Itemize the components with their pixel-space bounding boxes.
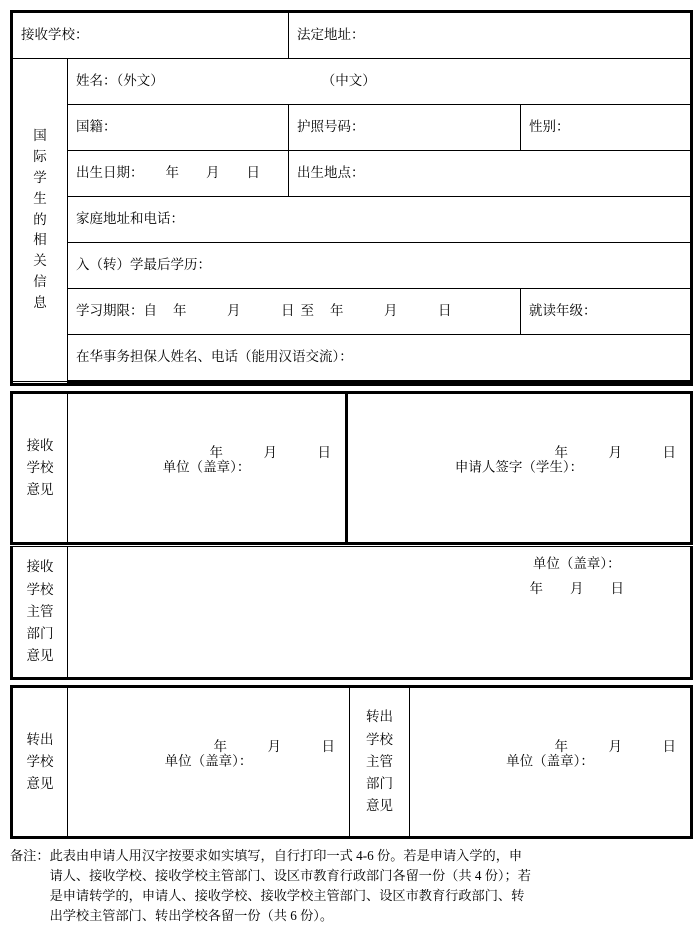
vlabel-char: 息 bbox=[33, 295, 47, 311]
study-period-ymd-from: 年 月 日 bbox=[173, 303, 295, 319]
opinion-label-line: 部门 bbox=[366, 776, 393, 792]
transfer-out-opinion-table bbox=[10, 685, 693, 839]
study-period-cell[interactable] bbox=[68, 289, 521, 335]
nationality-row bbox=[12, 105, 692, 151]
birthplace-label: 出生地点： bbox=[297, 165, 365, 181]
vlabel-char: 的 bbox=[33, 211, 47, 227]
guarantor-cell[interactable] bbox=[68, 335, 692, 382]
vlabel-char: 学 bbox=[33, 169, 47, 185]
transfer-out-authority-seal-date: 年 月 日 bbox=[554, 739, 676, 755]
transfer-out-school-seal-label: 单位（盖章）： bbox=[164, 753, 253, 769]
passport-label: 护照号码： bbox=[297, 119, 365, 135]
guarantor-label: 在华事务担保人姓名、电话（能用汉语交流）： bbox=[76, 349, 353, 365]
receiving-school-seal-date: 年 月 日 bbox=[209, 445, 331, 461]
home-address-label: 家庭地址和电话： bbox=[76, 211, 184, 227]
study-period-label: 学习期限：自 bbox=[76, 303, 157, 319]
receiving-school-seal-cell[interactable] bbox=[68, 393, 347, 544]
opinion-label-line: 部门 bbox=[26, 626, 54, 642]
note-label: 备注： bbox=[10, 848, 50, 863]
opinion-label-line: 学校 bbox=[366, 731, 393, 747]
birthplace-cell[interactable] bbox=[289, 151, 692, 197]
opinion-label-line: 学校 bbox=[26, 581, 54, 597]
note-body bbox=[50, 846, 690, 926]
receiving-school-label: 接收学校： bbox=[21, 27, 89, 43]
student-section-vertical-label bbox=[12, 59, 68, 382]
name-label: 姓名：（外文） bbox=[76, 73, 164, 89]
opinion-label-line: 接收 bbox=[26, 437, 54, 453]
vlabel-char: 信 bbox=[33, 274, 47, 290]
note-line: 是申请转学的，申请人、接收学校、接收学校主管部门、设区市教育行政部门、转 bbox=[49, 888, 525, 904]
nationality-label: 国籍： bbox=[76, 119, 117, 135]
opinion-label-line: 转出 bbox=[26, 731, 54, 747]
applicant-signature-cell[interactable] bbox=[347, 393, 692, 544]
applicant-signature-label: 申请人签字（学生）： bbox=[454, 459, 584, 475]
birthdate-ymd: 年 月 日 bbox=[165, 165, 260, 181]
guarantor-row bbox=[12, 335, 692, 382]
legal-address-cell[interactable] bbox=[289, 12, 692, 59]
opinion-label-line: 学校 bbox=[26, 459, 54, 475]
transfer-out-school-seal-cell[interactable] bbox=[68, 687, 350, 838]
grade-cell[interactable] bbox=[521, 289, 692, 335]
transfer-out-opinion-row bbox=[12, 687, 692, 838]
transfer-out-school-opinion-label bbox=[12, 687, 68, 838]
name-cell[interactable] bbox=[68, 59, 692, 105]
opinion-label-line: 意见 bbox=[26, 648, 54, 664]
receiving-authority-seal-date: 年 月 日 bbox=[529, 581, 624, 597]
note-line: 出学校主管部门、转出学校各留一份（共 6 份）。 bbox=[49, 908, 334, 924]
last-education-label: 入（转）学最后学历： bbox=[76, 257, 211, 273]
opinion-label-line: 学校 bbox=[26, 753, 54, 769]
note-line: 请人、接收学校、接收学校主管部门、设区市教育行政部门各留一份（共 4 份）；若 bbox=[49, 868, 531, 884]
opinion-label-line: 转出 bbox=[366, 709, 393, 725]
birth-row bbox=[12, 151, 692, 197]
transfer-out-authority-seal-label: 单位（盖章）： bbox=[506, 753, 594, 769]
receiving-authority-seal-cell[interactable] bbox=[68, 547, 692, 679]
opinion-label-line: 意见 bbox=[366, 798, 393, 814]
birthdate-label: 出生日期： bbox=[76, 165, 144, 181]
transfer-out-school-seal-date: 年 月 日 bbox=[213, 739, 335, 755]
grade-label: 就读年级： bbox=[529, 303, 597, 319]
receiving-school-cell[interactable] bbox=[12, 12, 289, 59]
vlabel-char: 国 bbox=[33, 127, 47, 143]
vlabel-char: 生 bbox=[33, 190, 47, 206]
last-education-row bbox=[12, 243, 692, 289]
passport-cell[interactable] bbox=[289, 105, 521, 151]
study-period-row bbox=[12, 289, 692, 335]
vlabel-char: 相 bbox=[33, 232, 47, 248]
receiving-authority-opinion-table bbox=[10, 546, 693, 680]
home-address-row bbox=[12, 197, 692, 243]
transfer-out-authority-opinion-label bbox=[350, 687, 410, 838]
opinion-label-line: 接收 bbox=[26, 559, 54, 575]
opinion-label-line: 意见 bbox=[26, 776, 54, 792]
birthdate-cell[interactable] bbox=[68, 151, 289, 197]
study-period-ymd-to: 年 月 日 bbox=[330, 303, 452, 319]
transfer-out-authority-seal-cell[interactable] bbox=[410, 687, 692, 838]
receiving-school-opinion-row bbox=[12, 393, 692, 544]
opinion-label-line: 主管 bbox=[26, 603, 54, 619]
opinion-label-line: 主管 bbox=[366, 753, 393, 769]
vlabel-char: 际 bbox=[33, 148, 47, 164]
name-chinese-label: （中文） bbox=[321, 73, 376, 89]
gender-cell[interactable] bbox=[521, 105, 692, 151]
receiving-school-opinion-table bbox=[10, 391, 693, 545]
home-address-cell[interactable] bbox=[68, 197, 692, 243]
name-row bbox=[12, 59, 692, 105]
nationality-cell[interactable] bbox=[68, 105, 289, 151]
note-block bbox=[10, 846, 690, 926]
student-section-bottom-spacer bbox=[12, 382, 692, 385]
receiving-authority-seal-label: 单位（盖章）： bbox=[532, 555, 621, 571]
header-row bbox=[12, 12, 692, 59]
receiving-school-opinion-label bbox=[12, 393, 68, 544]
last-education-cell[interactable] bbox=[68, 243, 692, 289]
receiving-authority-opinion-row bbox=[12, 547, 692, 679]
gender-label: 性别： bbox=[529, 119, 570, 135]
receiving-authority-opinion-label bbox=[12, 547, 68, 679]
opinion-label-line: 意见 bbox=[26, 482, 54, 498]
vlabel-char: 关 bbox=[33, 253, 47, 269]
note-line: 此表由申请人用汉字按要求如实填写，自行打印一式 4-6 份。若是申请入学的，申 bbox=[49, 848, 523, 863]
student-info-table bbox=[10, 10, 693, 386]
study-period-to: 至 bbox=[300, 303, 314, 319]
applicant-signature-date: 年 月 日 bbox=[554, 445, 676, 461]
receiving-school-seal-label: 单位（盖章）： bbox=[162, 459, 251, 475]
legal-address-label: 法定地址： bbox=[297, 27, 365, 43]
